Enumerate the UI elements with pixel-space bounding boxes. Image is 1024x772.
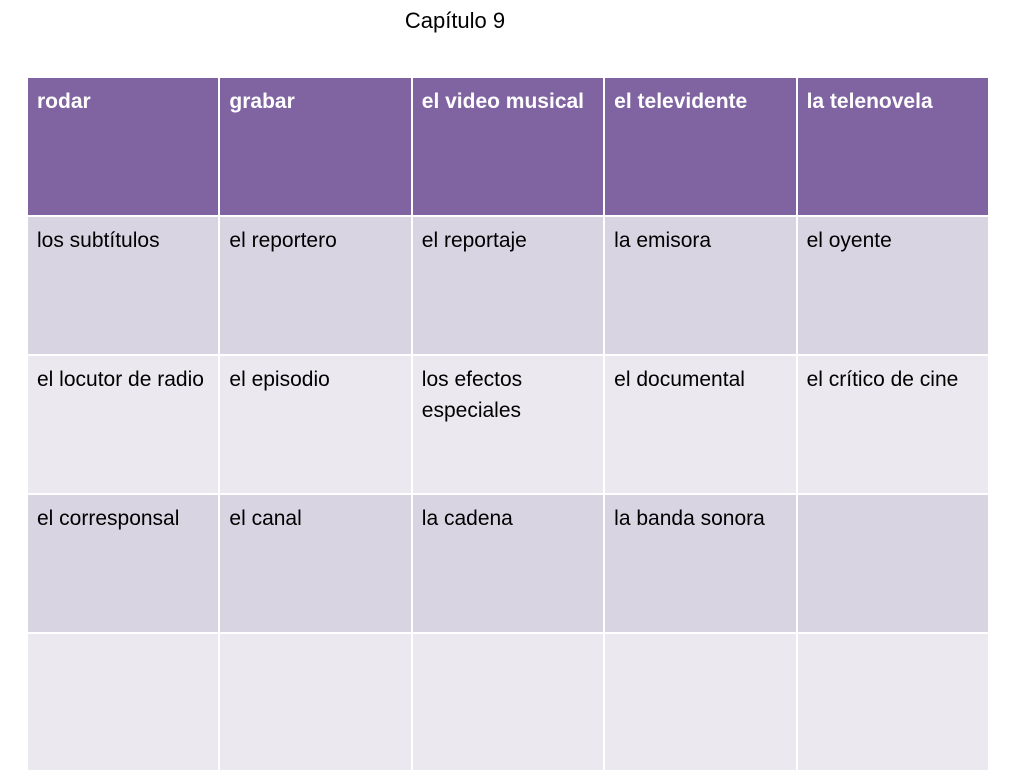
table-cell: el reportaje [412, 216, 604, 355]
header-cell: grabar [219, 77, 411, 216]
table-cell [797, 494, 989, 633]
header-cell: rodar [27, 77, 219, 216]
table-cell: la cadena [412, 494, 604, 633]
table-cell [27, 633, 219, 771]
table-cell: el episodio [219, 355, 411, 494]
table-cell [412, 633, 604, 771]
table-cell: el canal [219, 494, 411, 633]
table-cell: la banda sonora [604, 494, 796, 633]
table-cell: el crítico de cine [797, 355, 989, 494]
header-cell: el televidente [604, 77, 796, 216]
vocabulary-table [26, 76, 990, 772]
table-cell: el locutor de radio [27, 355, 219, 494]
page-title: Capítulo 9 [404, 8, 506, 33]
header-cell: el video musical [412, 77, 604, 216]
table-cell: el documental [604, 355, 796, 494]
table-row [27, 355, 989, 494]
table-cell [219, 633, 411, 771]
table-row [27, 633, 989, 771]
table-row [27, 216, 989, 355]
table-cell [604, 633, 796, 771]
table-cell: el corresponsal [27, 494, 219, 633]
table-cell: los efectos especiales [412, 355, 604, 494]
table-row [27, 494, 989, 633]
table-cell: el oyente [797, 216, 989, 355]
table-cell [797, 633, 989, 771]
table-header-row [27, 77, 989, 216]
table-cell: la emisora [604, 216, 796, 355]
table-cell: el reportero [219, 216, 411, 355]
table-cell: los subtítulos [27, 216, 219, 355]
header-cell: la telenovela [797, 77, 989, 216]
